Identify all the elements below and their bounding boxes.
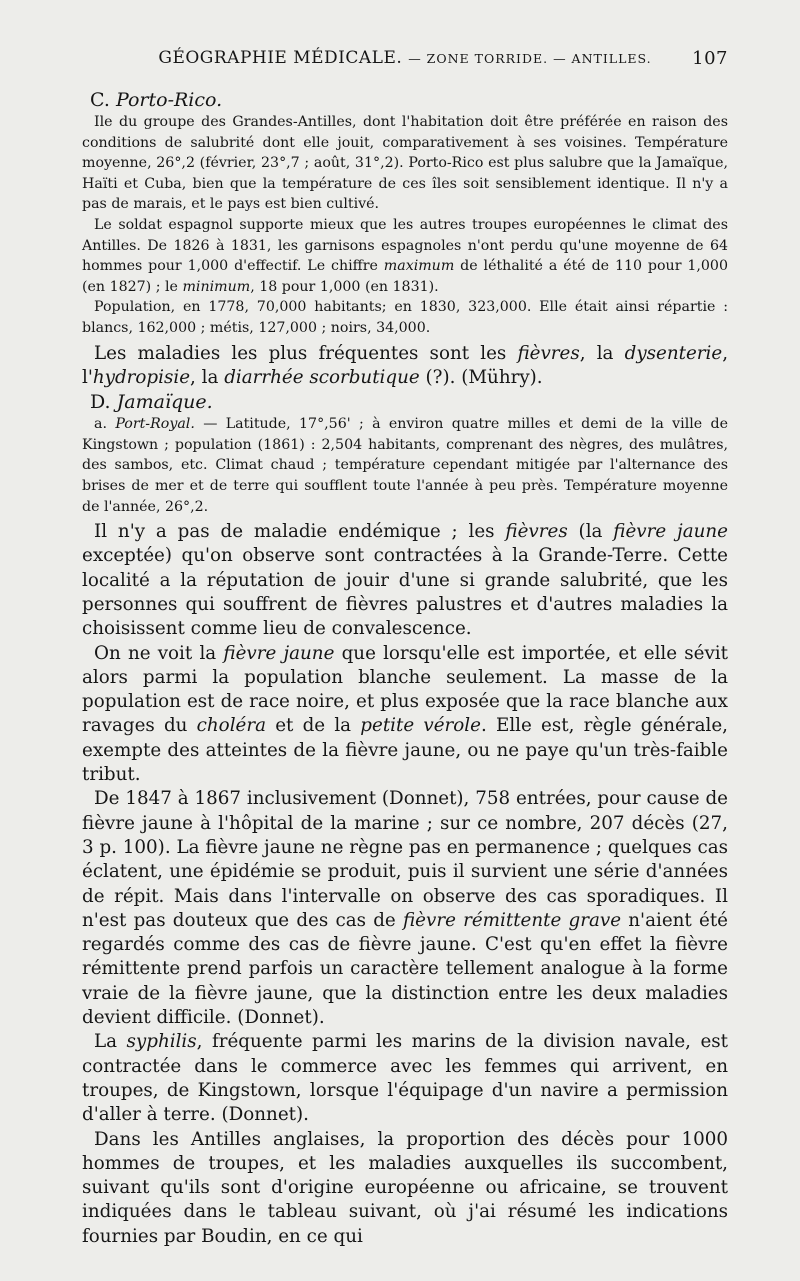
paragraph-yellow-fever: On ne voit la fièvre jaune que lorsqu'elle est importée, et elle sévit alors parmi la population blanche seulement. La masse de la population est de race noire, et plus exposée que la race blanche aux ravages du choléra et de la petite vérole. Elle est, règle générale, exempte des atteintes de la fièvre jaune, ou ne paye qu'un très-faible tribut. — [82, 642, 728, 786]
section-letter: C. — [90, 89, 110, 111]
section-heading-porto-rico — [82, 88, 728, 112]
paragraph-spanish-soldier: Le soldat espagnol supporte mieux que les autres troupes européennes le climat des Antilles. De 1826 à 1831, les garnisons espagnoles n'ont perdu qu'une moyenne de 64 hommes pour 1,000 d'effectif. Le chiffre maximum de léthalité a été de 110 pour 1,000 (en 1827) ; le minimum, 18 pour 1,000 (en 1831). — [82, 216, 728, 295]
paragraph-syphilis: La syphilis, fréquente parmi les marins de la division navale, est contractée dans le commerce avec les femmes qui arrivent, en troupes, de Kingstown, lorsque l'équipage d'un navire a permission d'aller à terre. (Donnet). — [82, 1031, 728, 1126]
page-number: 107 — [692, 48, 728, 69]
paragraph-hospital-statistics: De 1847 à 1867 inclusivement (Donnet), 758 entrées, pour cause de fièvre jaune à l'hôpital de la marine ; sur ce nombre, 207 décès (27, 3 p. 100). La fièvre jaune ne règne pas en permanence ; quelques cas éclatent, une épidémie se produit, puis il survient une série d'années de répit. Mais dans l'intervalle on observe des cas sporadiques. Il n'est pas douteux que des cas de fièvre rémittente grave n'aient été regardés comme des cas de fièvre jaune. C'est qu'en effet la fièvre rémittente prend parfois un caractère tellement analogue à la forme vraie de la fièvre jaune, que la distinction entre les deux maladies devient difficile. (Donnet). — [82, 788, 728, 1029]
paragraph-endemic-disease: Il n'y a pas de maladie endémique ; les fièvres (la fièvre jaune exceptée) qu'on observe sont contractées à la Grande-Terre. Cette localité a la réputation de jouir d'une si grande salubrité, que les personnes qui souffrent de fièvres palustres et d'autres maladies la choisissent comme lieu de convalescence. — [82, 521, 728, 640]
paragraph-population: Population, en 1778, 70,000 habitants; en 1830, 323,000. Elle était ainsi répartie : blancs, 162,000 ; métis, 127,000 ; noirs, 34,000. — [82, 299, 728, 336]
paragraph-british-antilles: Dans les Antilles anglaises, la proportion des décès pour 1000 hommes de troupes, et les maladies auxquelles ils succombent, suivant qu'ils sont d'origine européenne ou africaine, se trouvent indiquées dans le tableau suivant, où j'ai résumé les indications fournies par Boudin, en ce qui — [82, 1128, 728, 1247]
section-heading-jamaique — [82, 390, 728, 414]
section-letter: D. — [90, 391, 111, 414]
paragraph-port-royal: a. Port-Royal. — Latitude, 17°,56' ; à environ quatre milles et demi de la ville de Kingstown ; population (1861) : 2,504 habitants, comprenant des nègres, des mulâtres, des sambos, etc. Climat chaud ; température cependant mitigée par l'alternance des brises de mer et de terre qui soufflent toute l'année à peu près. Température moyenne de l'année, 26°,2. — [82, 416, 728, 515]
running-title: GÉOGRAPHIE MÉDICALE. — ZONE TORRIDE. — ANTILLES. — [158, 48, 652, 68]
running-header — [82, 48, 728, 88]
paragraph-porto-rico-description: Ile du groupe des Grandes-Antilles, dont l'habitation doit être préférée en raison des conditions de salubrité dont elle jouit, comparativement à ses voisines. Température moyenne, 26°,2 (février, 23°,7 ; août, 31°,2). Porto-Rico est plus salubre que la Jamaïque, Haïti et Cuba, bien que la température de ces îles soit sensiblement identique. Il n'y a pas de marais, et le pays est bien cultivé. — [82, 114, 728, 213]
section-name: Jamaïque. — [116, 391, 213, 414]
running-subtitle: — ZONE TORRIDE. — ANTILLES. — [408, 51, 652, 66]
section-name: Porto-Rico. — [115, 89, 223, 111]
paragraph-frequent-diseases: Les maladies les plus fréquentes sont les fièvres, la dysenterie, l'hydropisie, la diarrhée scorbutique (?). (Mühry). — [82, 342, 729, 388]
